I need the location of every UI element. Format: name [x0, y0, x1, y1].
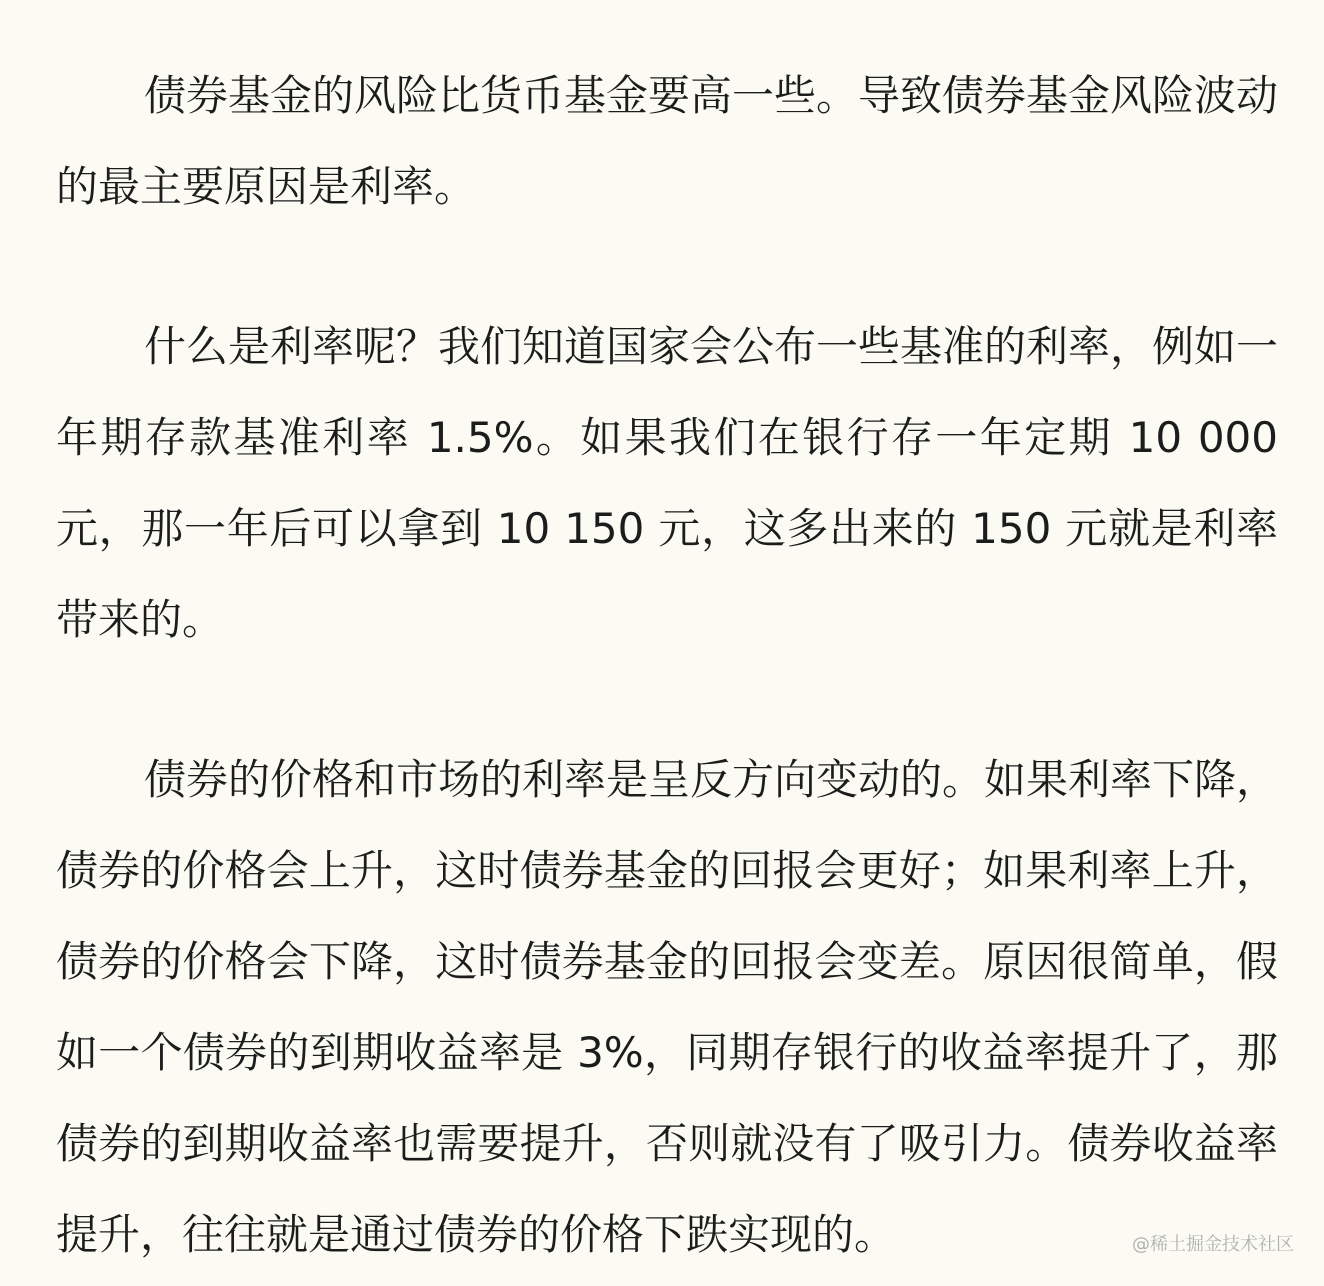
- paragraph-price-rate-relationship: 债券的价格和市场的利率是呈反方向变动的。如果利率下降，债券的价格会上升，这时债券基金的回报会更好；如果利率上升，债券的价格会下降，这时债券基金的回报会变差。原因很简单，假如一个债券的到期收益率是 3%，同期存银行的收益率提升了，那债券的到期收益率也需要提升，否则就没有了吸引力。债券收益率提升，往往就是通过债券的价格下跌实现的。: [56, 755, 1279, 1259]
- article-body: [56, 50, 1278, 1280]
- watermark: @稀土掘金技术社区: [1132, 1234, 1294, 1255]
- paragraph-interest-rate-definition: 什么是利率呢？我们知道国家会公布一些基准的利率，例如一年期存款基准利率 1.5%。如果我们在银行存一年定期 10 000 元，那一年后可以拿到 10 150 元，这多出来的 150 元就是利率带来的。: [56, 322, 1279, 644]
- paragraph-bond-fund-risk: 债券基金的风险比货币基金要高一些。导致债券基金风险波动的最主要原因是利率。: [56, 71, 1279, 211]
